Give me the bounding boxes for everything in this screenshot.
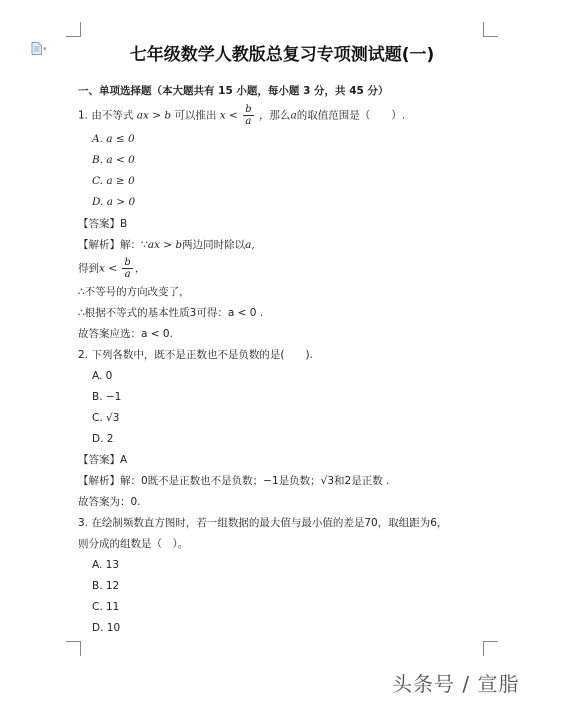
q1-analysis-1-text-b: 两边同时除以 [182,239,246,251]
q1-option-d: D. a > 0 [92,196,136,208]
q1-analysis-2-math: x < [99,262,118,275]
q3-stem-line-2: 则分成的组数是（ ）。 [78,538,189,550]
q1-stem-math-2: x < [219,109,238,122]
q1-analysis-frac-denominator: a [124,269,131,280]
q1-analysis-2 [78,257,145,280]
watermark: 头条号 / 宣脂 [392,672,520,696]
q2-analysis-1: 【解析】解：0既不是正数也不是负数；−1是负数；√3和2是正数 . [78,475,390,487]
q1-stem-math-3: a [290,109,297,122]
crop-mark-top-right [483,22,498,37]
crop-mark-bottom-right [483,641,498,656]
q2-option-d: D. 2 [92,433,114,445]
q1-analysis-1-text-c: a, [245,239,255,251]
q1-analysis-1 [78,238,255,252]
q1-analysis-1-text-a: 【解析】解：∵ [78,239,148,251]
q1-frac-numerator: b [245,104,252,115]
q3-option-c: C. 11 [92,601,120,613]
q1-analysis-2-text-e: ， [134,262,146,275]
q1-answer: 【答案】B [78,218,128,230]
q1-analysis-frac-numerator: b [124,257,131,268]
q2-analysis-2: 故答案为：0. [78,496,141,508]
q1-analysis-2-text-a: 得到 [78,262,99,275]
q1-stem [78,104,405,127]
q2-answer: 【答案】A [78,454,128,466]
q1-analysis-fraction [122,257,132,280]
q2-option-c: C. √3 [92,412,120,424]
q1-frac-denominator: a [245,116,252,127]
q1-stem-text-a: 1. 由不等式 [78,109,134,122]
q3-option-d: D. 10 [92,622,121,634]
q1-stem-text-d: 的取值范围是（ ）. [296,109,406,122]
q3-option-a: A. 13 [92,559,120,571]
section-header: 一、单项选择题（本大题共有 15 小题，每小题 3 分，共 45 分） [78,85,389,97]
q1-stem-fraction [243,104,253,127]
q2-option-a: A. 0 [92,370,113,382]
q1-stem-text-b: 可以推出 [174,109,217,122]
crop-mark-bottom-left [66,641,81,656]
q1-option-c: C. a ≥ 0 [92,175,135,187]
q1-stem-text-c: ，那么 [258,109,291,122]
q1-stem-math-1: ax > b [136,109,172,122]
q1-option-a: A. a ≤ 0 [92,133,135,145]
q1-analysis-1-math: ax > b [147,239,183,251]
q1-analysis-5: 故答案应选：a < 0. [78,328,173,340]
q2-stem: 2. 下列各数中，既不是正数也不是负数的是( ). [78,349,313,361]
page-title: 七年级数学人教版总复习专项测试题(一) [129,45,435,65]
q2-option-b: B. −1 [92,391,122,403]
q1-analysis-4: ∴根据不等式的基本性质3可得：a < 0 . [78,307,264,319]
chevron-down-icon[interactable]: ▾ [43,45,47,53]
q3-stem-line-1: 3. 在绘制频数直方图时，若一组数据的最大值与最小值的差是70，取组距为6， [78,517,448,529]
q1-option-b: B. a < 0 [92,154,135,166]
q3-option-b: B. 12 [92,580,120,592]
q1-analysis-3: ∴不等号的方向改变了， [78,286,190,298]
crop-mark-top-left [66,22,81,37]
